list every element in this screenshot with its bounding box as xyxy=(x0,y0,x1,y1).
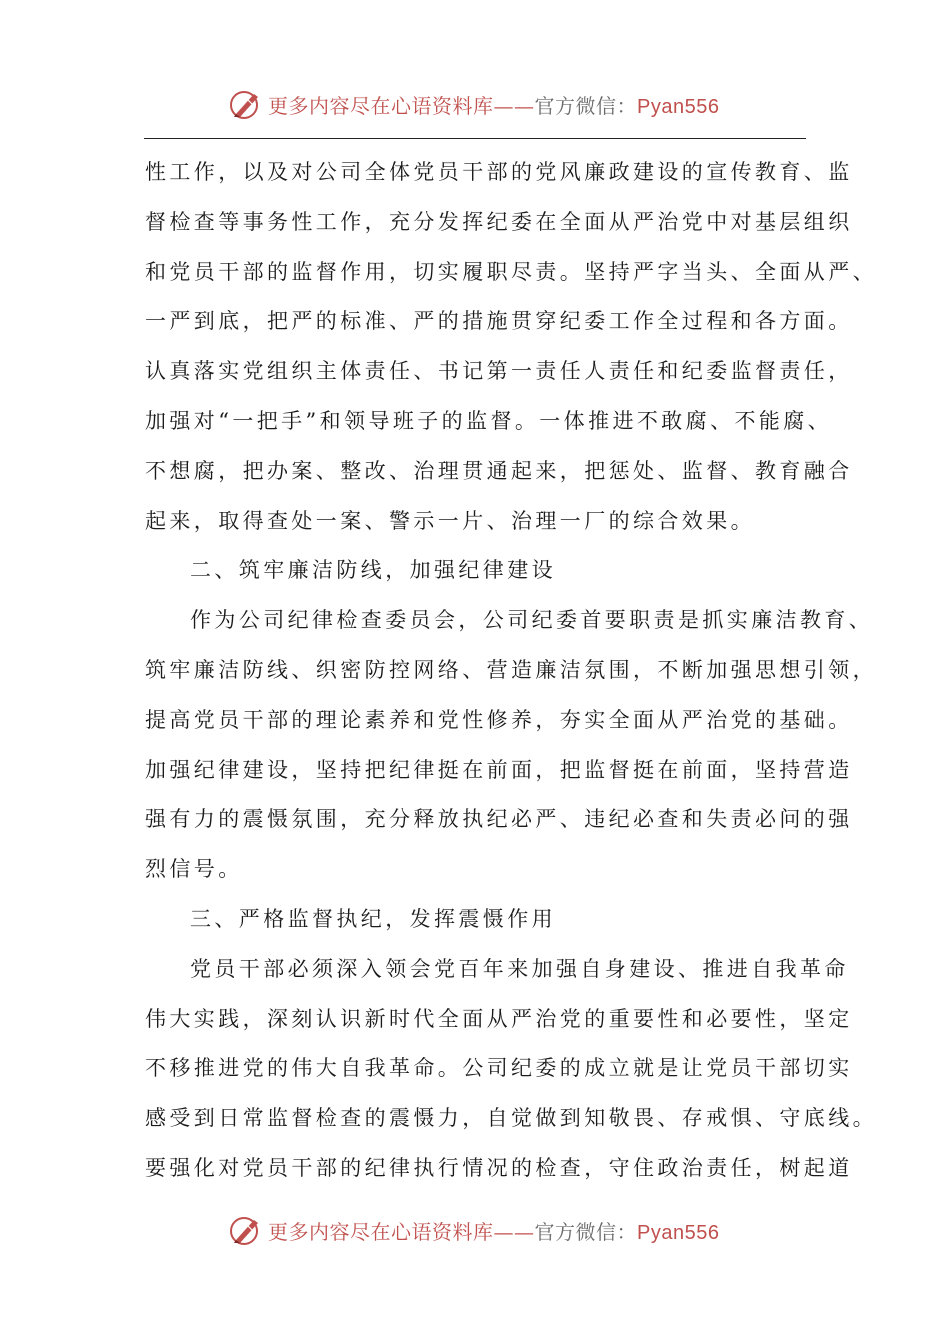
section-heading: 三、严格监督执纪，发挥震慑作用 xyxy=(190,906,556,931)
header-site-text: 更多内容尽在心语资料库 xyxy=(268,93,494,118)
text-line: 筑牢廉洁防线、织密防控网络、营造廉洁氛围，不断加强思想引领， xyxy=(145,657,877,682)
text-line: 不想腐，把办案、整改、治理贯通起来，把惩处、监督、教育融合 xyxy=(145,458,853,483)
footer-text xyxy=(268,1216,719,1245)
document-body xyxy=(145,148,877,1194)
footer-wechat-id: Pyan556 xyxy=(637,1221,720,1244)
text-line: 一严到底，把严的标准、严的措施贯穿纪委工作全过程和各方面。 xyxy=(145,309,853,334)
section-heading: 二、筑牢廉洁防线，加强纪律建设 xyxy=(190,558,556,583)
text-line: 督检查等事务性工作，充分发挥纪委在全面从严治党中对基层组织 xyxy=(145,209,853,234)
header-divider xyxy=(144,138,806,139)
pen-logo-icon xyxy=(228,86,264,122)
text-line: 强有力的震慑氛围，充分释放执纪必严、违纪必查和失责必问的强 xyxy=(145,807,853,832)
footer-banner xyxy=(0,1210,950,1250)
text-line: 提高党员干部的理论素养和党性修养，夯实全面从严治党的基础。 xyxy=(145,707,853,732)
text-line: 不移推进党的伟大自我革命。公司纪委的成立就是让党员干部切实 xyxy=(145,1056,853,1081)
pen-logo-icon xyxy=(228,1212,264,1248)
text-line: 起来，取得查处一案、警示一片、治理一厂的综合效果。 xyxy=(145,508,755,533)
footer-dash: —— xyxy=(493,1219,535,1244)
header-banner xyxy=(0,84,950,124)
text-line: 加强纪律建设，坚持把纪律挺在前面，把监督挺在前面，坚持营造 xyxy=(145,757,853,782)
header-text xyxy=(268,90,719,119)
text-line: 性工作，以及对公司全体党员干部的党风廉政建设的宣传教育、监 xyxy=(145,160,853,184)
header-wechat-label: 官方微信： xyxy=(534,93,637,118)
text-line: 作为公司纪律检查委员会，公司纪委首要职责是抓实廉洁教育、 xyxy=(190,608,874,633)
text-line: 党员干部必须深入领会党百年来加强自身建设、推进自我革命 xyxy=(190,956,849,981)
text-line: 认真落实党组织主体责任、书记第一责任人责任和纪委监督责任， xyxy=(145,359,853,384)
text-line: 和党员干部的监督作用，切实履职尽责。坚持严字当头、全面从严、 xyxy=(145,259,877,284)
text-line: 要强化对党员干部的纪律执行情况的检查，守住政治责任，树起道 xyxy=(145,1155,853,1180)
footer-wechat-label: 官方微信： xyxy=(534,1219,637,1244)
text-line: 烈信号。 xyxy=(145,857,243,882)
text-line: 伟大实践，深刻认识新时代全面从严治党的重要性和必要性，坚定 xyxy=(145,1006,853,1031)
text-line: 感受到日常监督检查的震慑力，自觉做到知敬畏、存戒惧、守底线。 xyxy=(145,1106,877,1131)
header-wechat-id: Pyan556 xyxy=(637,95,720,118)
footer-site-text: 更多内容尽在心语资料库 xyxy=(268,1219,494,1244)
header-dash: —— xyxy=(493,93,535,118)
text-line: 加强对“一把手”和领导班子的监督。一体推进不敢腐、不能腐、 xyxy=(145,408,833,433)
